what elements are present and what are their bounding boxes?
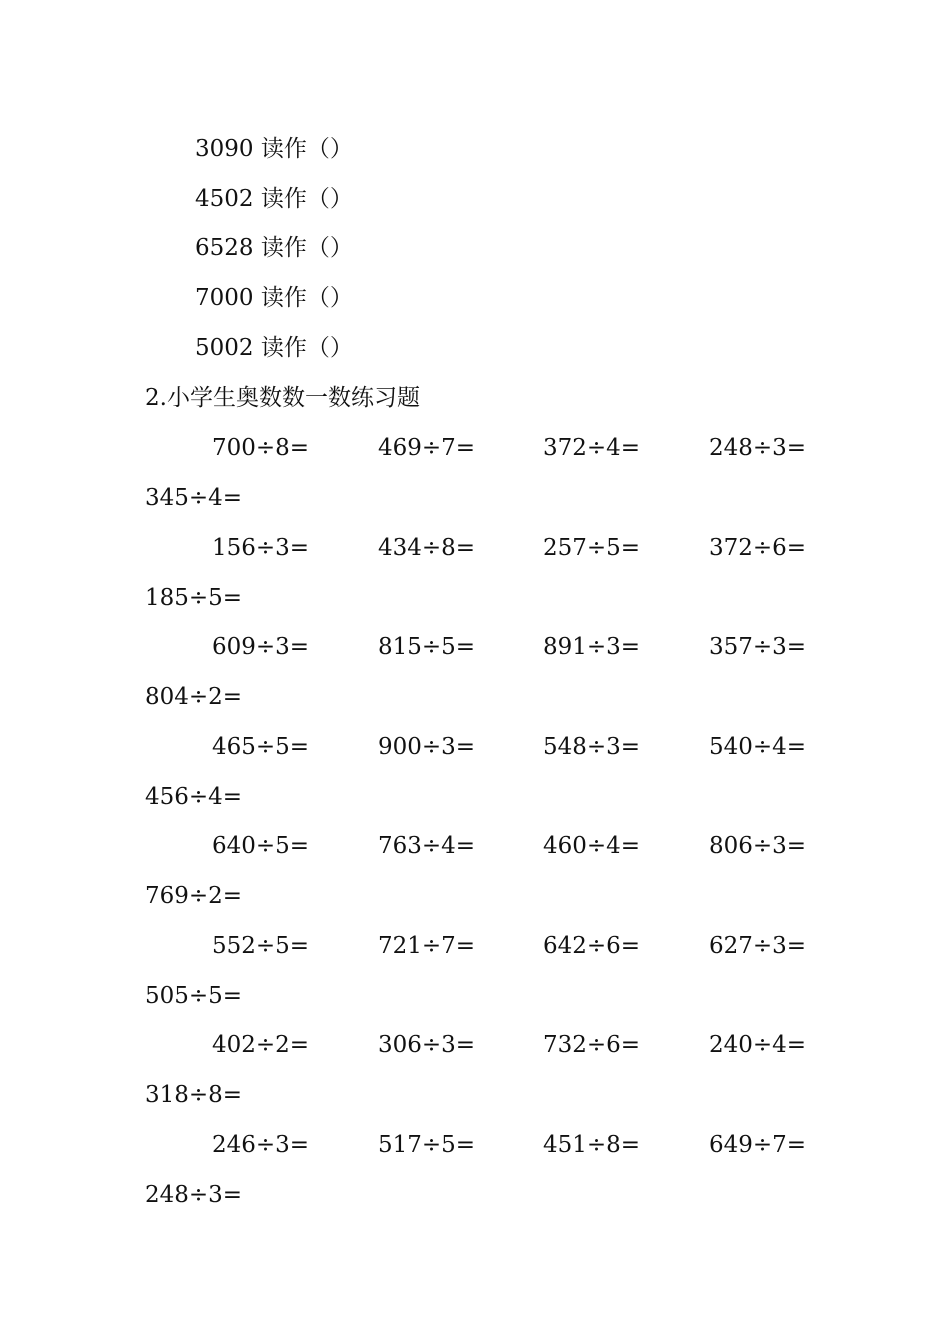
division-problem: 357÷3=	[709, 634, 807, 660]
division-problem: 649÷7=	[709, 1132, 807, 1158]
division-problem: 318÷8=	[145, 1082, 243, 1108]
division-problem: 517÷5=	[378, 1132, 476, 1158]
division-problem: 609÷3=	[212, 634, 310, 660]
division-problem: 763÷4=	[378, 833, 476, 859]
division-problem: 402÷2=	[212, 1032, 310, 1058]
problem-row	[0, 730, 950, 830]
division-problem: 240÷4=	[709, 1032, 807, 1058]
division-problem: 721÷7=	[378, 933, 476, 959]
problem-row	[0, 630, 950, 730]
division-problem: 806÷3=	[709, 833, 807, 859]
division-problem: 469÷7=	[378, 435, 476, 461]
division-problem: 815÷5=	[378, 634, 476, 660]
division-problem: 552÷5=	[212, 933, 310, 959]
division-problem: 505÷5=	[145, 983, 243, 1009]
problem-row	[0, 929, 950, 1029]
division-problem: 900÷3=	[378, 734, 476, 760]
division-problem: 156÷3=	[212, 535, 310, 561]
division-problem: 372÷6=	[709, 535, 807, 561]
division-problem: 700÷8=	[212, 435, 310, 461]
division-problem: 465÷5=	[212, 734, 310, 760]
division-problem: 434÷8=	[378, 535, 476, 561]
division-problem: 460÷4=	[543, 833, 641, 859]
division-problem: 306÷3=	[378, 1032, 476, 1058]
reading-item: 4502 读作（）	[195, 186, 353, 212]
division-problem: 451÷8=	[543, 1132, 641, 1158]
division-problem: 548÷3=	[543, 734, 641, 760]
division-problem: 627÷3=	[709, 933, 807, 959]
problem-row	[0, 431, 950, 531]
division-problem: 732÷6=	[543, 1032, 641, 1058]
division-problem: 642÷6=	[543, 933, 641, 959]
reading-item: 7000 读作（）	[195, 285, 353, 311]
division-problem: 372÷4=	[543, 435, 641, 461]
reading-item: 6528 读作（）	[195, 235, 353, 261]
division-problem: 456÷4=	[145, 784, 243, 810]
division-problem: 804÷2=	[145, 684, 243, 710]
problem-row	[0, 829, 950, 929]
division-problem: 769÷2=	[145, 883, 243, 909]
section-heading: 2.小学生奥数数一数练习题	[145, 385, 420, 411]
division-problem: 248÷3=	[145, 1182, 243, 1208]
division-problem: 246÷3=	[212, 1132, 310, 1158]
division-problem: 257÷5=	[543, 535, 641, 561]
division-problem: 640÷5=	[212, 833, 310, 859]
reading-item: 5002 读作（）	[195, 335, 353, 361]
problem-row	[0, 531, 950, 631]
reading-item: 3090 读作（）	[195, 136, 353, 162]
problem-row	[0, 1128, 950, 1228]
division-problem: 540÷4=	[709, 734, 807, 760]
division-problem: 248÷3=	[709, 435, 807, 461]
division-problem: 345÷4=	[145, 485, 243, 511]
division-problem: 185÷5=	[145, 585, 243, 611]
problem-row	[0, 1028, 950, 1128]
division-problem: 891÷3=	[543, 634, 641, 660]
